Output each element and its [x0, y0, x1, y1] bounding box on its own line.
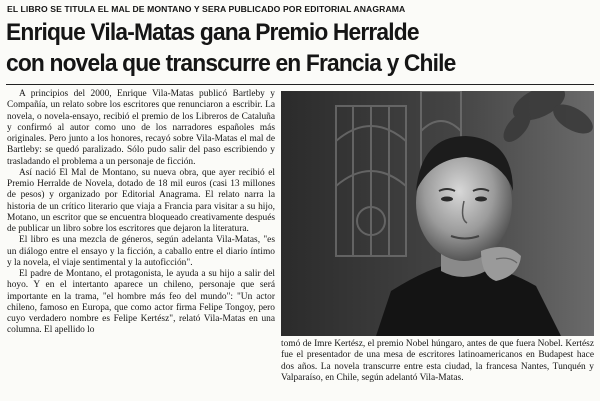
headline-line-1: Enrique Vila-Matas gana Premio Herralde: [6, 19, 419, 46]
article-column-left: [7, 89, 275, 395]
paragraph: El padre de Montano, el protagonista, le ayuda a su hijo a salir del hoyo. Y en el intertanto aparece un chileno, personaje que será importante en la trama, "el hombre más feo del mundo": "Un actor chileno, famoso en Europa, que como actor firma Felipe Tongoy, pero cuyo verdadero nombre es Felipe Kertész", relató Vila-Matas en una columna. El apellido lo: [7, 269, 275, 336]
paragraph: A principios del 2000, Enrique Vila-Matas publicó Bartleby y Compañía, un relato sobre los escritores que renunciaron a escribir. La novela, o novela-ensayo, recibió el premio de los Libreros de Cataluña y confirmó al autor como uno de los narradores españoles más originales. Pero junto a los honores, recayó sobre Vila-Matas el mal de Bartleby: se quedó paralizado. Sólo pudo salir del paso escribiendo y trasladando el problema a un personaje de ficción.: [7, 89, 275, 167]
headline: [6, 17, 553, 79]
kicker: EL LIBRO SE TITULA EL MAL DE MONTANO Y SERA PUBLICADO POR EDITORIAL ANAGRAMA: [7, 4, 406, 14]
headline-rule: [6, 84, 594, 85]
paragraph: El libro es una mezcla de géneros, según adelanta Vila-Matas, "es un diálogo entre el ensayo y la ficción, a caballo entre el diario íntimo y la novela, el viaje sentimental y la autoficción".: [7, 235, 275, 268]
paragraph: tomó de Imre Kertész, el premio Nobel húngaro, antes de que fuera Nobel. Kertész fue el presentador de una mesa de escritores latinoamericanos en Budapest hace dos años. La novela transcurre entre esta ciudad, la francesa Nantes, Tunquén y Valparaíso, en Chile, según adelantó Vila-Matas.: [281, 339, 594, 383]
headline-line-2: con novela que transcurre en Francia y Chile: [6, 50, 456, 77]
author-photo: [281, 91, 594, 336]
article-column-bottom: [281, 339, 594, 397]
paragraph: Así nació El Mal de Montano, su nueva obra, que ayer recibió el Premio Herralde de Novela, dotado de 18 mil euros (casi 13 millones de pesos) y organizado por Editorial Anagrama. El relato narra la historia de un crítico literario que viaja a Francia para visitar a su hijo, Motano, un escritor que se encuentra bloqueado creativamente después de publicar un libro sobre los escritores que dejaron la literatura.: [7, 167, 275, 234]
author-portrait-image: [281, 91, 594, 336]
